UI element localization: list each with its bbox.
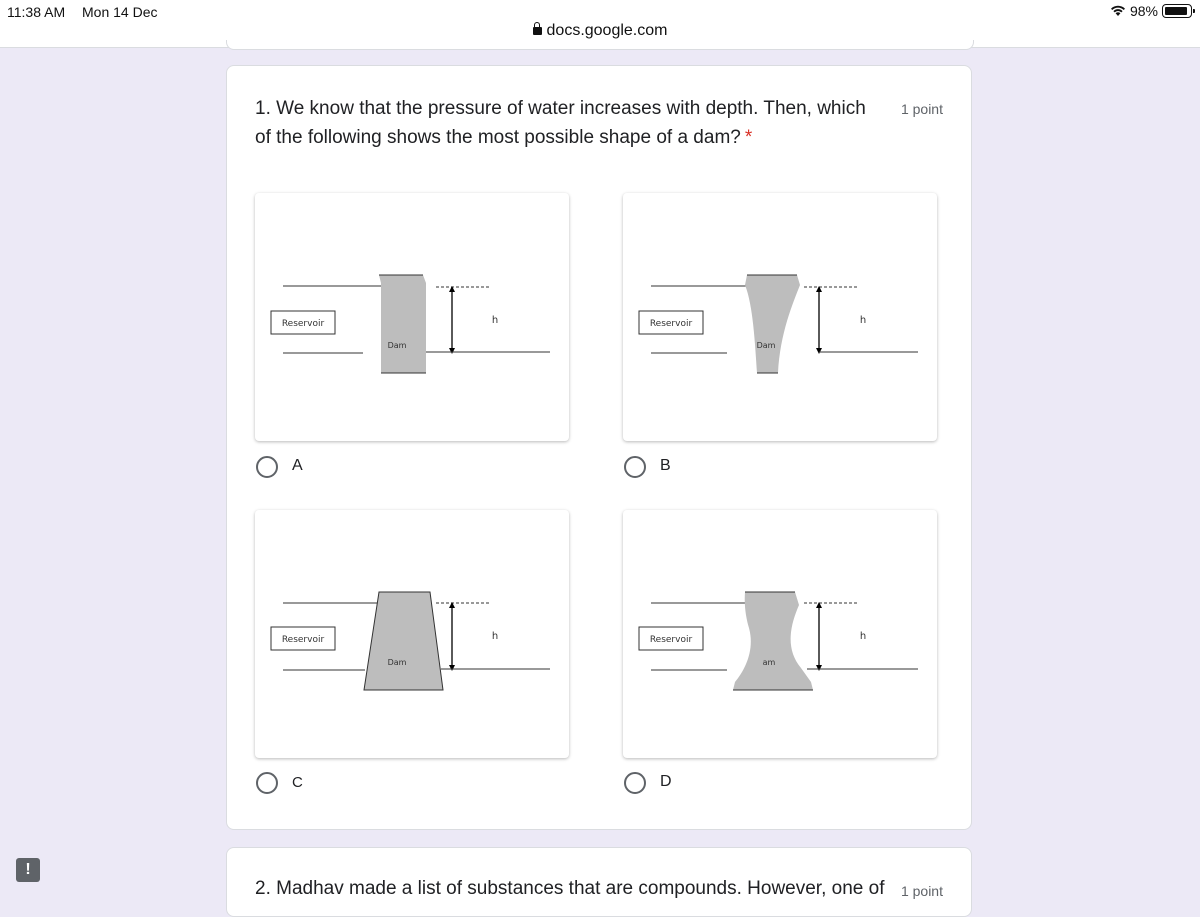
previous-card-edge: [226, 40, 974, 50]
option-d-radio[interactable]: [624, 772, 646, 794]
lock-icon: [533, 27, 542, 35]
option-a-image[interactable]: [255, 193, 569, 441]
question-title: [255, 94, 875, 152]
height-label: h: [859, 631, 867, 642]
dam-label: Dam: [387, 341, 407, 350]
reservoir-label: Reservoir: [649, 635, 693, 645]
option-b-image[interactable]: [623, 193, 937, 441]
wifi-icon: [1110, 5, 1126, 17]
option-c-image[interactable]: [255, 510, 569, 758]
battery-percentage: 98%: [1129, 3, 1158, 19]
option-b-label[interactable]: B: [660, 457, 671, 474]
status-date: Mon 14 Dec: [82, 4, 158, 20]
dam-diagram-a: [255, 193, 569, 441]
question-card-2: [226, 847, 972, 917]
option-b-radio[interactable]: [624, 456, 646, 478]
option-a-label[interactable]: A: [292, 457, 303, 474]
status-indicators: [1110, 3, 1192, 19]
url-text[interactable]: docs.google.com: [546, 22, 668, 39]
dam-label: am: [762, 658, 776, 667]
status-time: 11:38 AM: [7, 4, 66, 20]
reservoir-label: Reservoir: [281, 319, 325, 329]
battery-icon: [1162, 4, 1192, 18]
height-label: h: [491, 631, 499, 642]
option-c-label[interactable]: C: [292, 774, 303, 791]
dam-label: Dam: [387, 658, 407, 667]
height-label: h: [859, 315, 867, 326]
dam-diagram-d: [623, 510, 937, 758]
question-points: 1 point: [900, 101, 943, 117]
question-card-1: [226, 65, 972, 830]
report-problem-button[interactable]: !: [16, 858, 40, 882]
option-d-label[interactable]: D: [660, 773, 672, 790]
dam-diagram-b: [623, 193, 937, 441]
dam-label: Dam: [756, 341, 776, 350]
option-a-radio[interactable]: [256, 456, 278, 478]
option-c-radio[interactable]: [256, 772, 278, 794]
question-points: 1 point: [900, 883, 943, 899]
height-label: h: [491, 315, 499, 326]
reservoir-label: Reservoir: [281, 635, 325, 645]
option-d-image[interactable]: [623, 510, 937, 758]
reservoir-label: Reservoir: [649, 319, 693, 329]
question-text: 2. Madhav made a list of substances that are compounds. However, one of: [255, 878, 885, 899]
required-asterisk: *: [744, 127, 753, 148]
address-bar[interactable]: [0, 22, 1200, 40]
dam-diagram-c: [255, 510, 569, 758]
question-text: 1. We know that the pressure of water increases with depth. Then, which of the following shows the most possible shape of a dam?: [255, 98, 866, 148]
